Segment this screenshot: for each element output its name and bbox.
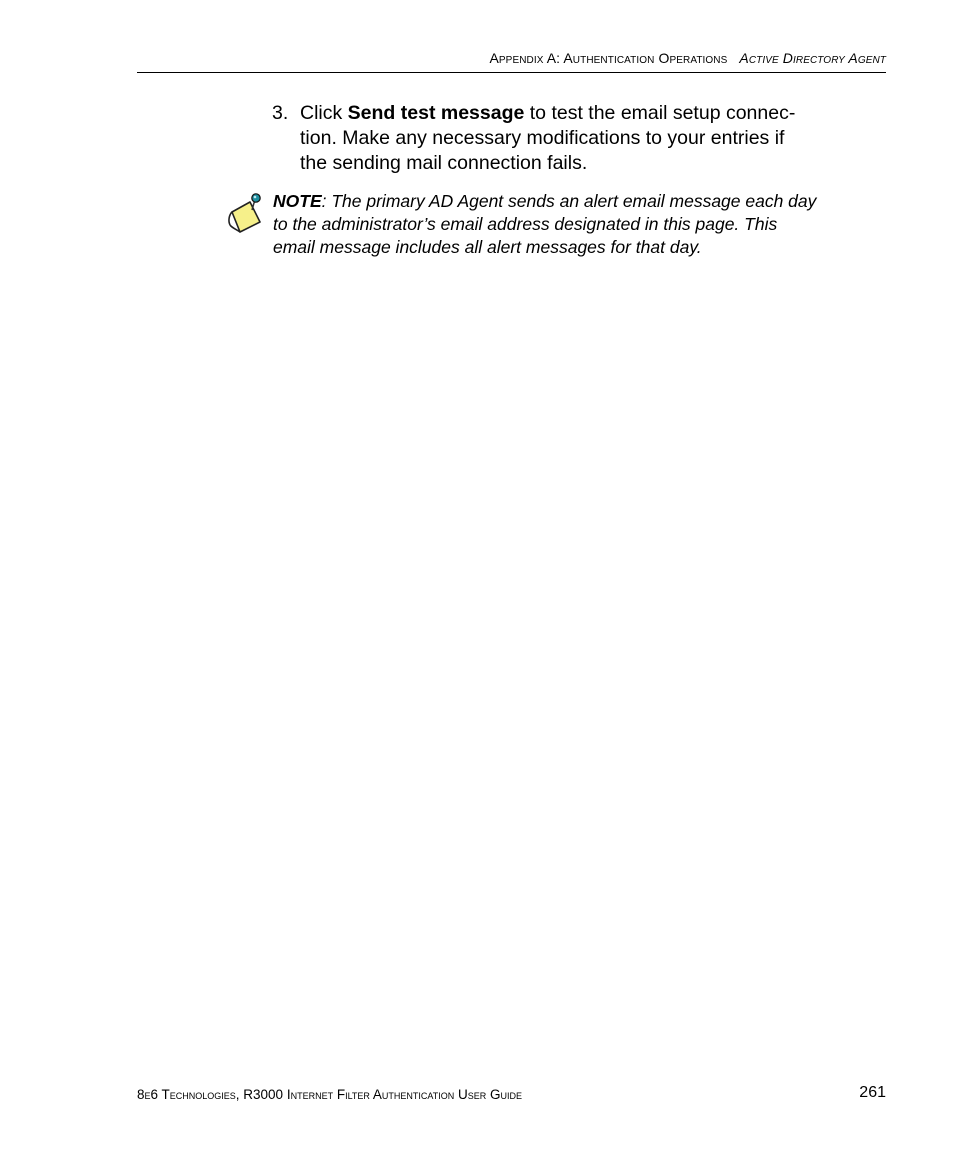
note-paragraph bbox=[273, 190, 818, 259]
note-pin-icon bbox=[226, 192, 266, 234]
header-rule bbox=[137, 72, 886, 73]
step-line3: the sending mail connection fails. bbox=[300, 152, 588, 174]
page-number: 261 bbox=[859, 1084, 886, 1101]
send-test-message-label: Send test message bbox=[347, 102, 525, 124]
note-label: NOTE bbox=[273, 191, 322, 211]
step-body bbox=[300, 101, 832, 176]
step-prefix: Click bbox=[300, 102, 348, 124]
header-section: Active Directory Agent bbox=[739, 50, 886, 66]
header-chapter: Appendix A: Authentication Operations bbox=[489, 50, 728, 66]
footer-title: 8e6 Technologies, R3000 Internet Filter Authentication User Guide bbox=[137, 1087, 523, 1102]
step-number: 3. bbox=[272, 102, 289, 124]
step-line1-rest: to test the email setup connec- bbox=[524, 102, 796, 124]
running-header bbox=[137, 50, 886, 66]
step-line2: tion. Make any necessary modifications to your entries if bbox=[300, 127, 785, 149]
step-3 bbox=[272, 101, 832, 176]
note-text: : The primary AD Agent sends an alert email message each day to the administrator’s email address designated in this page. This email message includes all alert messages for that day. bbox=[273, 191, 817, 257]
